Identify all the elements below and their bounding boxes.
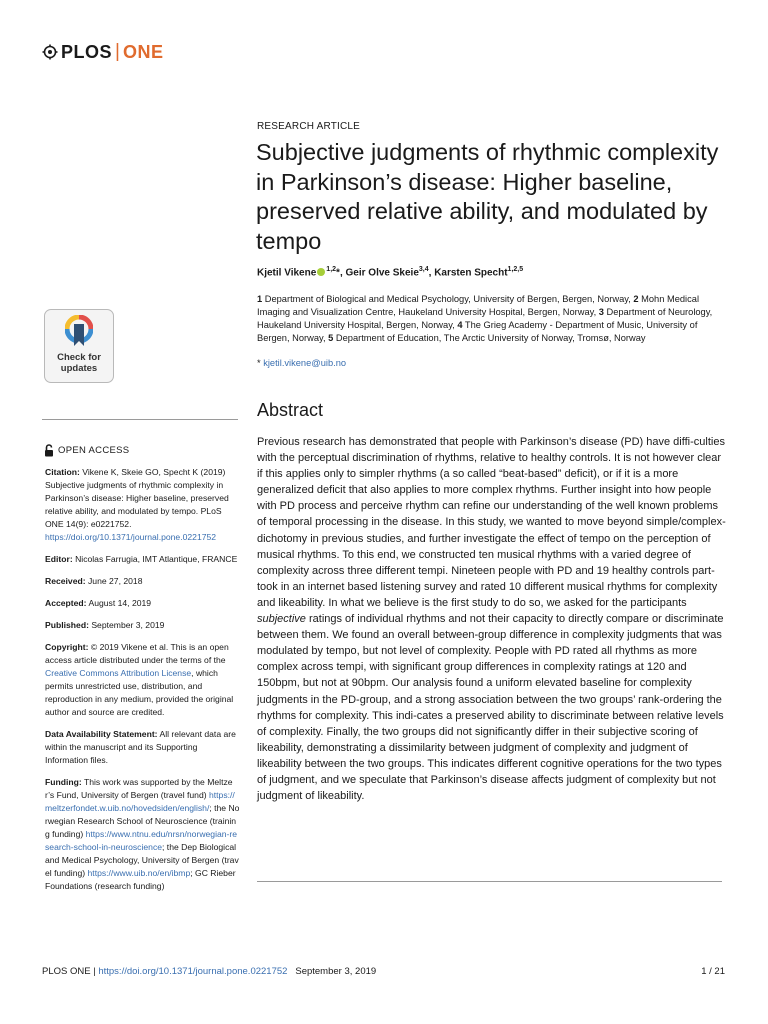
published-label: Published: [45,620,89,630]
footer-date: September 3, 2019 [295,966,377,977]
footer-separator: | [90,966,99,977]
funding-text-4: ; GC Rieber Foundations (research funding) [45,868,236,891]
author-1-name: Kjetil Vikene [257,267,317,279]
author-3-name: Karsten Specht [434,267,508,279]
license-link[interactable]: Creative Commons Attribution License [45,668,192,678]
data-availability-text: All relevant data are within the manuscript and its Supporting Information files. [45,729,236,765]
affiliation-num: 5 [328,333,334,343]
received-date: June 27, 2018 [88,576,143,586]
author-separator: , [339,267,346,279]
affiliation-num: 4 [457,320,463,330]
funding-text-3: ; the Dep Biological and Medical Psychology, University of Bergen (travel funding) [45,842,239,878]
funding-link-ibmp[interactable]: https://www.uib.no/en/ibmp [87,868,191,878]
editor-block [45,553,240,566]
affiliation-text: Department of Biological and Medical Psychology, University of Bergen, Bergen, Norway, [262,294,634,304]
data-availability-block [45,728,240,767]
orcid-icon[interactable] [317,268,325,276]
author-1-affiliations: 1,2 [326,266,337,273]
affiliation-text: Department of Neurology, Haukeland University Hospital, Bergen, Norway, [257,307,713,330]
check-for-updates-label [45,352,113,374]
citation-text: Vikene K, Skeie GO, Specht K (2019) Subjective judgments of rhythmic complexity in Parkinson’s disease: Higher baseline, preserved relative ability, and modulated by tempo. PLoS ONE 14(9): e0221752. [45,467,229,529]
citation-label: Citation: [45,467,80,477]
abstract-part-1: Previous research has demonstrated that people with Parkinson’s disease (PD) have diffi-culties with the perceptual discrimination of rhythms, relative to healthy controls. It is not however clear if this applies only to simpler rhythms (a so called “beat-based” deficit), or if it is a more generalized deficit that also applies to more complex rhythms. Further insight into how people with PD process and perceive rhythm can refine our understanding of the well known problems of temporal processing in the disease. In this study, we wanted to move beyond simple/complex-dichotomy in previous studies, and further investigate the effect of tempo on the perception of musical rhythms. To this end, we constructed ten musical rhythms with a varied degree of complexity across three different tempi. Nineteen people with PD and 19 healthy controls part-took in an internet based listening survey and rated 10 different musical rhythms for complexity and likeability. In what we believe is the first study to do so, we asked for the participants [257,436,726,609]
funding-text-1: This work was supported by the Meltzer’s Fund, University of Bergen (travel fund) [45,777,233,800]
affiliation-text: Mohn Medical Imaging and Visualization Centre, Haukeland University Hospital, Bergen, Norway, [257,294,700,317]
corresponding-author [257,358,346,368]
abstract-heading: Abstract [257,400,324,420]
copyright-text-1: © 2019 Vikene et al. This is an open access article distributed under the terms of the [45,642,229,665]
copyright-block [45,641,240,719]
affiliation-num: 3 [598,307,604,317]
citation-doi-link[interactable]: https://doi.org/10.1371/journal.pone.0221752 [45,532,217,542]
published-date: September 3, 2019 [91,620,165,630]
funding-label: Funding: [45,777,82,787]
sidebar-divider [42,419,238,420]
funding-block [45,776,240,893]
affiliation-num: 2 [633,294,639,304]
author-2-name: Geir Olve Skeie [345,267,419,279]
editor-text: Nicolas Farrugia, IMT Atlantique, FRANCE [75,554,238,564]
affiliations [257,293,727,345]
editor-label: Editor: [45,554,73,564]
correspondence-mark: * [257,358,261,368]
open-lock-icon [44,444,54,457]
author-1-corresponding-mark: * [336,267,340,279]
article-metadata-sidebar [45,466,240,902]
open-access-label [44,444,129,457]
abstract-emphasis: subjective [257,613,306,626]
author-separator: , [428,267,435,279]
journal-logo [42,41,163,63]
check-for-updates-line1: Check for [57,352,101,363]
article-type: RESEARCH ARTICLE [257,121,361,132]
affiliation-text: The Grieg Academy - Department of Music, University of Bergen, Norway, [257,320,698,343]
data-availability-label: Data Availability Statement: [45,729,158,739]
open-access-text: OPEN ACCESS [58,445,130,456]
correspondence-email-link[interactable]: kjetil.vikene@uib.no [263,358,347,368]
funding-text-2: ; the Norwegian Research School of Neuroscience (training funding) [45,803,240,839]
page-footer [42,966,725,977]
copyright-text-2: , which permits unrestricted use, distribution, and reproduction in any medium, provided the original author and source are credited. [45,668,234,717]
logo-separator: | [115,41,120,62]
abstract-part-2: ratings of individual rhythms and not their capacity to directly compare or discriminate between them. We found an overall between-group difference in complexity judgments that was modulated by tempo, but not level of complexity. People with PD rated all rhythms as more complex across tempi, with significant group differences in complexity ratings at 120 and 150bpm, but not at 90bpm. Our analysis found a uniform elevated baseline for complexity judgments in the PD-group, and a strong association between the two groups’ rank-ordering the rhythms for complexity. This indi-cates a preserved ability to discriminate between relative levels of complexity. Finally, the two groups did not significantly differ in their subjective scoring of likeability, demonstrating a dissimilarity between judgment of complexity and judgment of likeability between the two groups. This indicates different cognitive operations for the two types of judgment, and we speculate that Parkinson’s disease affects judgment of complexity but not judgment of likeability. [257,613,724,803]
accepted-block [45,597,240,610]
received-block [45,575,240,588]
footer-doi-link[interactable]: https://doi.org/10.1371/journal.pone.0221752 [98,966,288,977]
abstract-divider [257,881,722,882]
author-2-affiliations: 3,4 [418,266,429,273]
plos-logo-icon [42,44,58,60]
accepted-label: Accepted: [45,598,87,608]
footer-page-number: 1 / 21 [701,966,725,977]
funding-link-nrsn[interactable]: https://www.ntnu.edu/nrsn/norwegian-research-school-in-neuroscience [45,829,238,852]
logo-text-plos: PLOS [61,41,113,62]
check-for-updates-badge[interactable] [44,309,114,383]
affiliation-text: Department of Education, The Arctic University of Norway, Tromsø, Norway [333,333,646,343]
check-for-updates-line2: updates [60,363,98,374]
crossmark-icon [65,315,93,349]
published-block [45,619,240,632]
abstract-text [257,434,727,804]
logo-text-one: ONE [122,41,164,62]
footer-citation [42,966,376,977]
accepted-date: August 14, 2019 [88,598,152,608]
funding-link-meltzer[interactable]: https://meltzerfondet.w.uib.no/hovedsiden/english/ [45,790,235,813]
author-3-affiliations: 1,2,5 [507,266,524,273]
affiliation-num: 1 [257,294,263,304]
received-label: Received: [45,576,86,586]
author-list [257,266,737,278]
citation-block [45,466,240,544]
article-title: Subjective judgments of rhythmic complexity in Parkinson’s disease: Higher baseline, preserved relative ability, and modulated by tempo [256,139,719,254]
copyright-label: Copyright: [45,642,89,652]
footer-journal: PLOS ONE [42,966,91,977]
